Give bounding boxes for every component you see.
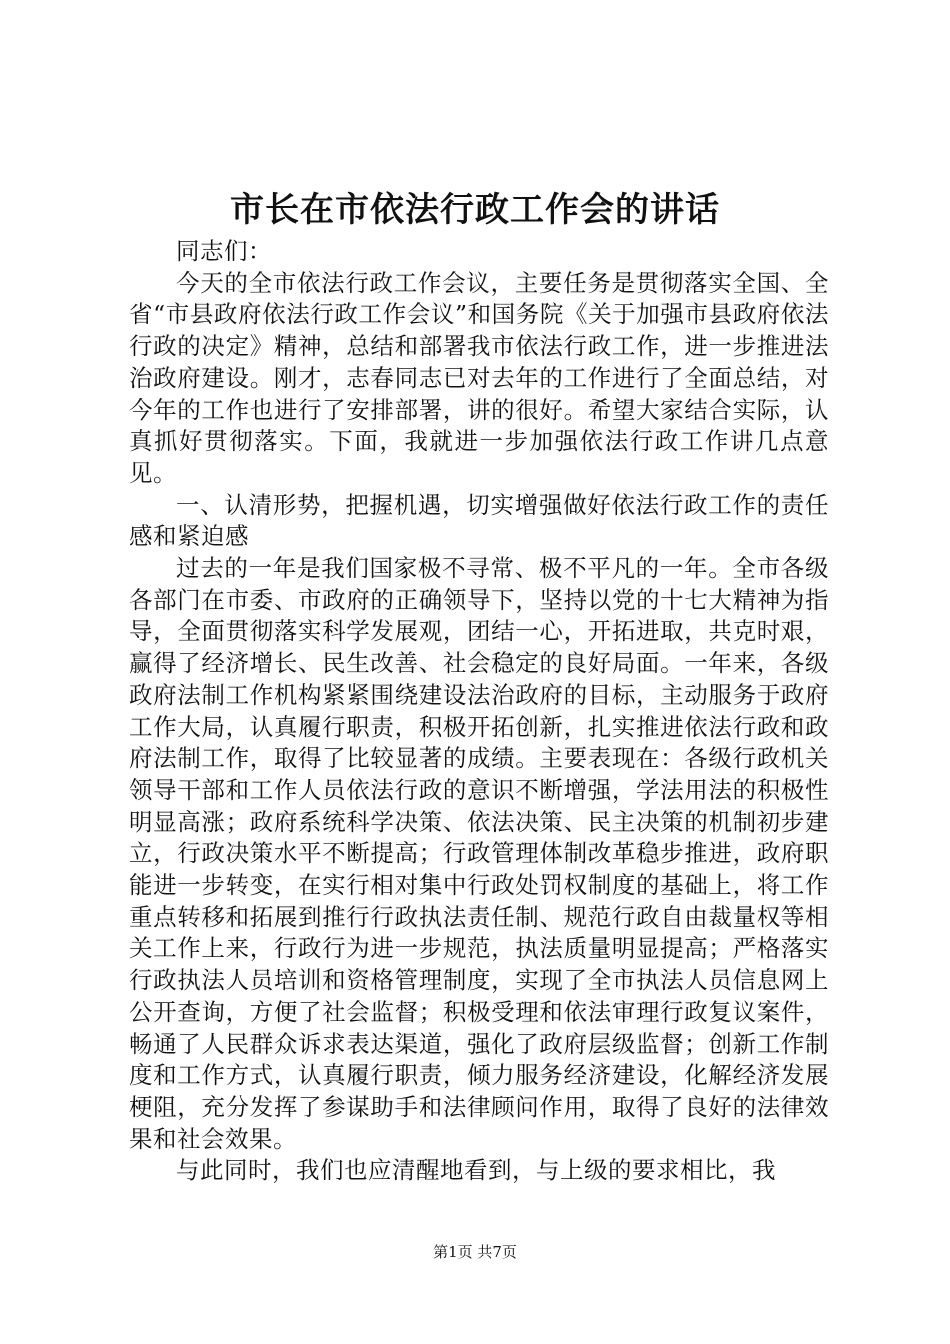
document-body <box>129 236 829 1187</box>
section-heading: 一、认清形势，把握机遇，切实增强做好依法行政工作的责任感和紧迫感 <box>129 490 829 551</box>
salutation: 同志们： <box>176 237 272 265</box>
paragraph: 今天的全市依法行政工作会议，主要任务是贯彻落实全国、全省“市县政府依法行政工作会议”和国务院《关于加强市县政府依法行政的决定》精神，总结和部署我市依法行政工作，进一步推进法治政府建设。刚才，志春同志已对去年的工作进行了全面总结，对今年的工作也进行了安排部署，讲的很好。希望大家结合实际，认真抓好贯彻落实。下面，我就进一步加强依法行政工作讲几点意见。 <box>129 268 829 487</box>
page-title: 市长在市依法行政工作会的讲话 <box>230 190 720 230</box>
page-footer: 第1页 共7页 <box>433 1243 517 1261</box>
paragraph: 过去的一年是我们国家极不寻常、极不平凡的一年。全市各级各部门在市委、市政府的正确领导下，坚持以党的十七大精神为指导，全面贯彻落实科学发展观，团结一心，开拓进取，共克时艰，赢得了经济增长、民生改善、社会稳定的良好局面。一年来，各级政府法制工作机构紧紧围绕建设法治政府的目标，主动服务于政府工作大局，认真履行职责，积极开拓创新，扎实推进依法行政和政府法制工作，取得了比较显著的成绩。主要表现在：各级行政机关领导干部和工作人员依法行政的意识不断增强，学法用法的积极性明显高涨；政府系统科学决策、依法决策、民主决策的机制初步建立，行政决策水平不断提高；行政管理体制改革稳步推进，政府职能进一步转变，在实行相对集中行政处罚权制度的基础上，将工作重点转移和拓展到推行行政执法责任制、规范行政自由裁量权等相关工作上来，行政行为进一步规范，执法质量明显提高；严格落实行政执法人员培训和资格管理制度，实现了全市执法人员信息网上公开查询，方便了社会监督；积极受理和依法审理行政复议案件，畅通了人民群众诉求表达渠道，强化了政府层级监督；创新工作制度和工作方式，认真履行职责，倾力服务经济建设，化解经济发展梗阻，充分发挥了参谋助手和法律顾问作用，取得了良好的法律效果和社会效果。 <box>129 554 829 1153</box>
paragraph: 与此同时，我们也应清醒地看到，与上级的要求相比，我 <box>176 1156 776 1185</box>
